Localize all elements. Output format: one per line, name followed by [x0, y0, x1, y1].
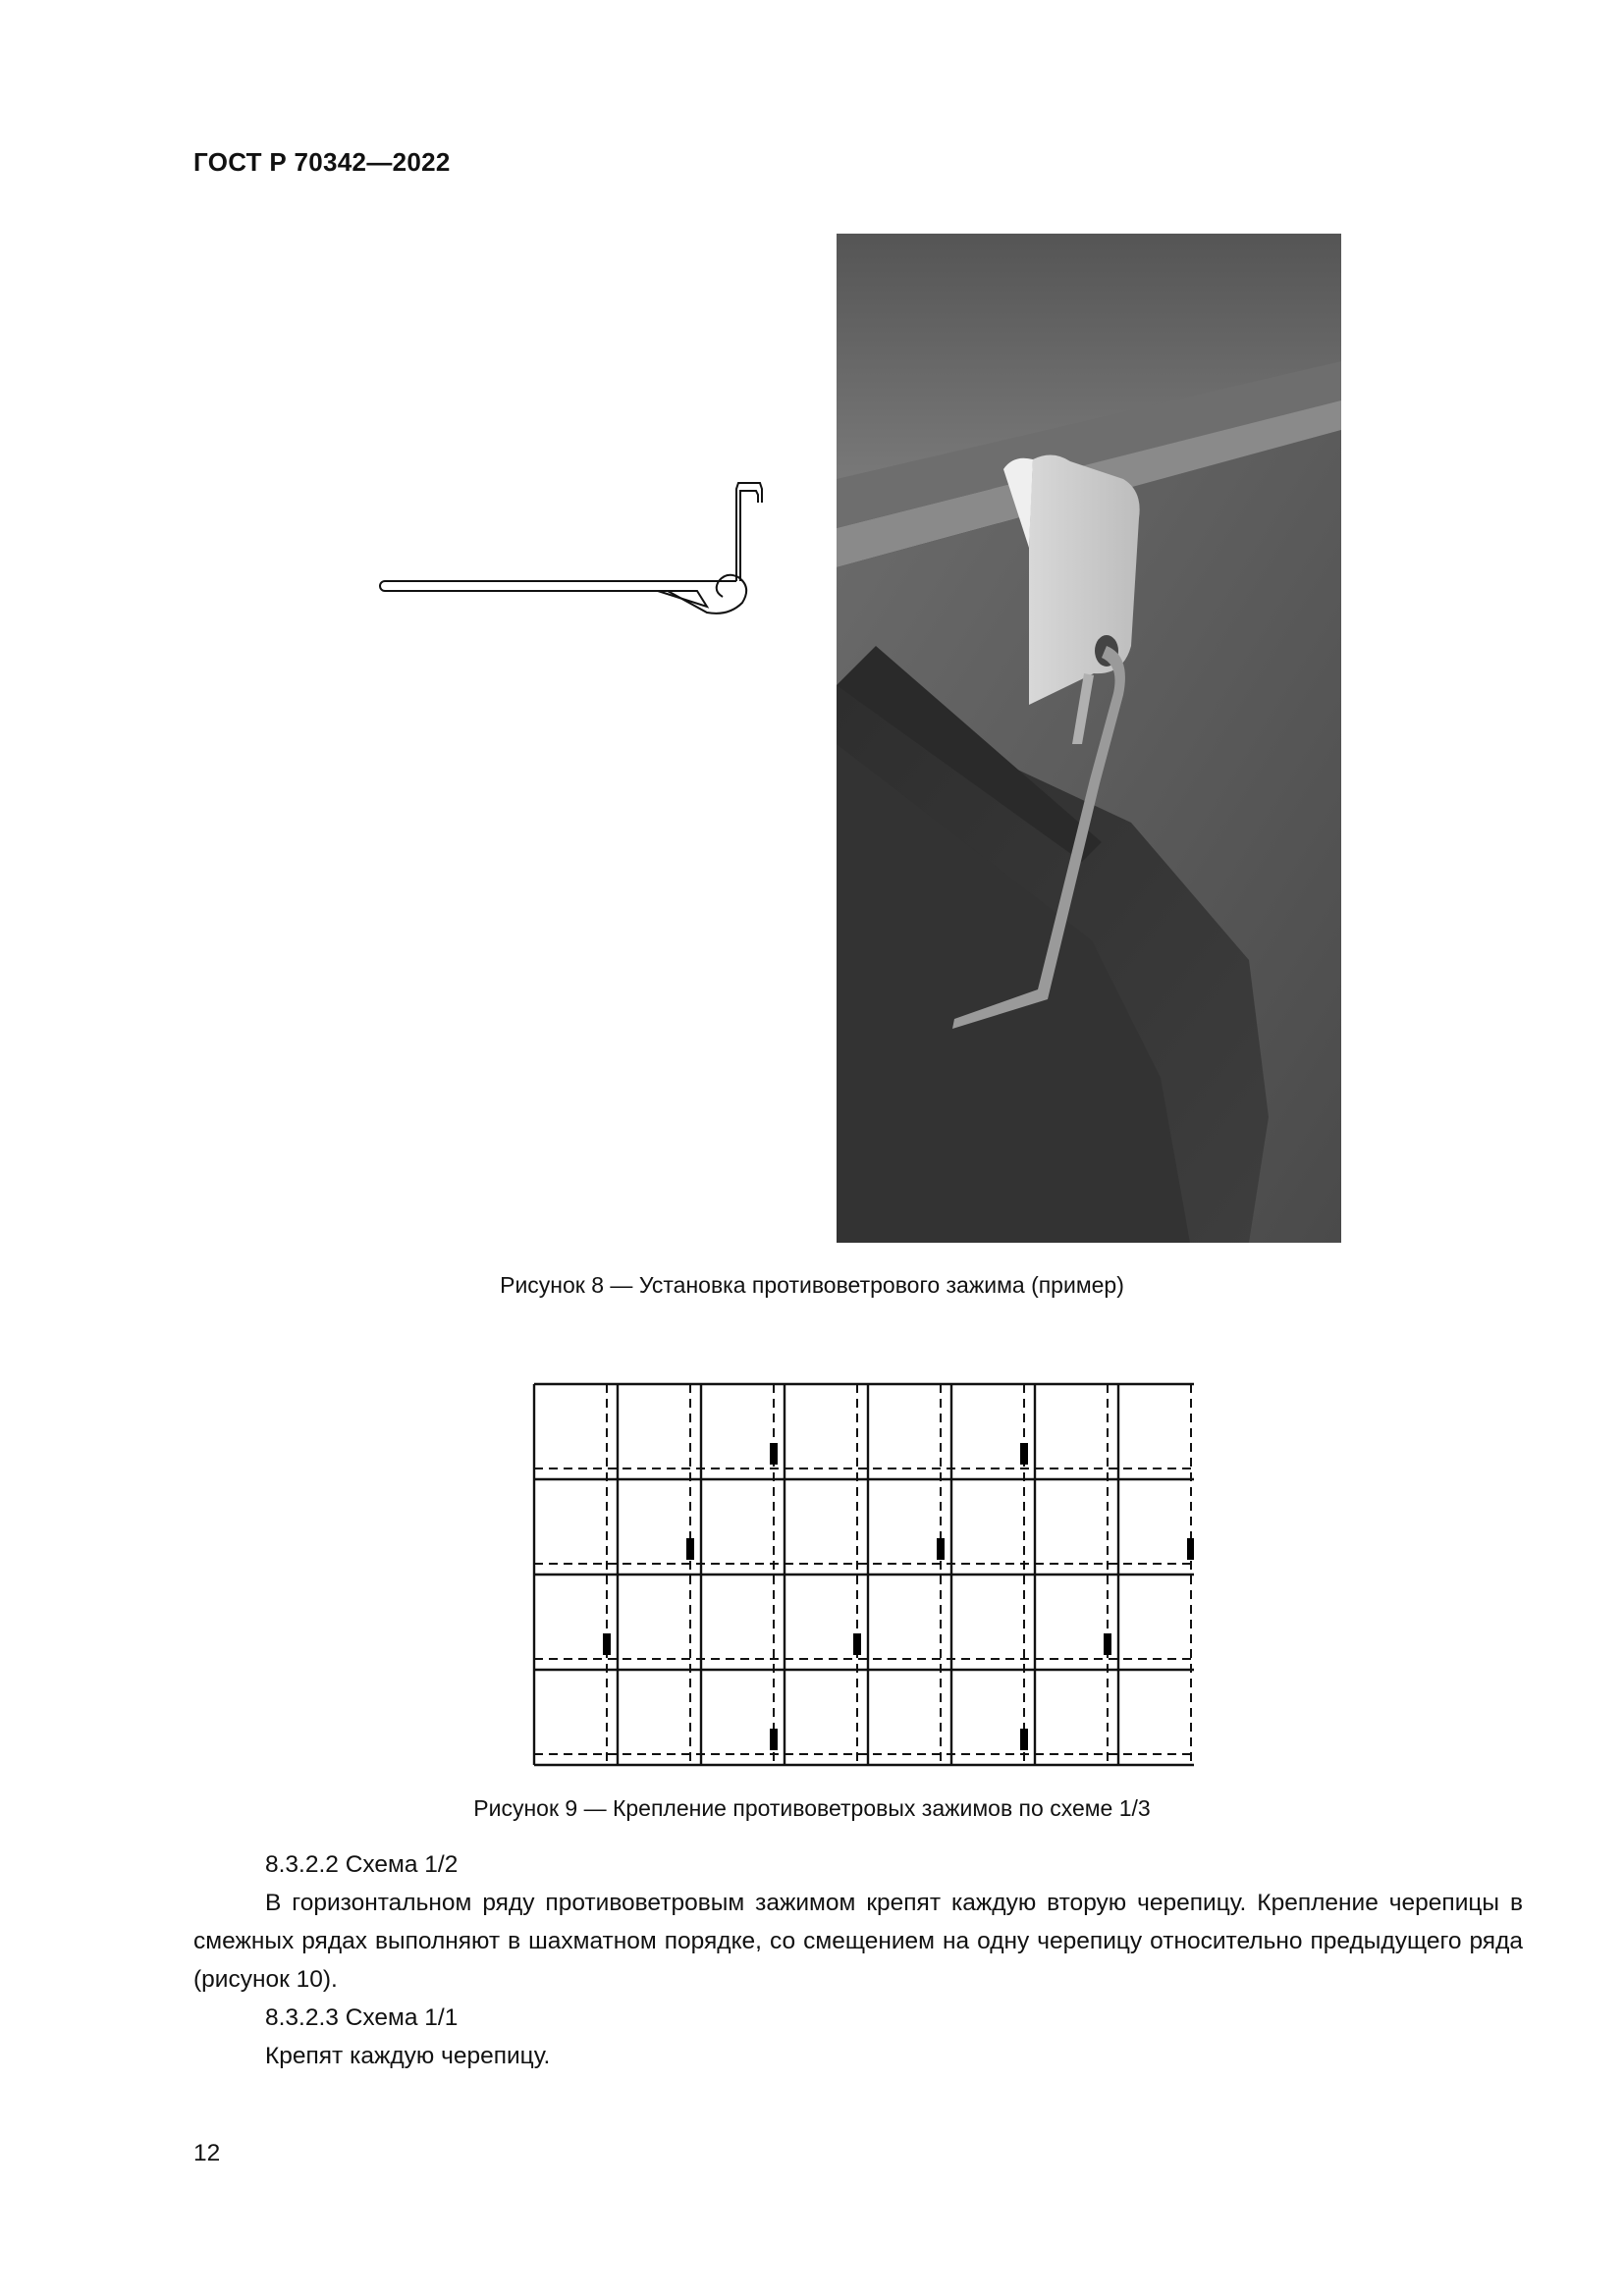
page-number: 12	[193, 2140, 221, 2166]
document-header: ГОСТ Р 70342—2022	[193, 147, 451, 177]
clip-marks	[603, 1443, 1194, 1750]
figure-9-caption: Рисунок 9 — Крепление противоветровых зажимов по схеме 1/3	[473, 1795, 1151, 1821]
section-heading-8-3-2-2: 8.3.2.2 Схема 1/2	[265, 1851, 459, 1878]
grid-lines	[534, 1384, 1194, 1765]
paragraph-scheme-1-2: В горизонтальном ряду противоветровым зажимом крепят каждую вторую черепицу. Крепление черепицы в смежных рядах выполняют в шахматном порядке, со смещением на одну черепицу относительно предыдущего ряда (рисунок 10).	[193, 1890, 1523, 1993]
clip-hook	[736, 483, 762, 581]
clip-mark	[1020, 1729, 1028, 1750]
clip-mark	[937, 1538, 945, 1560]
figure-8-caption: Рисунок 8 — Установка противоветрового зажима (пример)	[500, 1272, 1124, 1298]
clip-mark	[1020, 1443, 1028, 1465]
clip-mark	[1104, 1633, 1111, 1655]
clip-mark	[1187, 1538, 1194, 1560]
paragraph-scheme-1-1: Крепят каждую черепицу.	[265, 2043, 551, 2069]
clip-mark	[770, 1443, 778, 1465]
clip-mark	[686, 1538, 694, 1560]
clip-mark	[603, 1633, 611, 1655]
body-text	[193, 1845, 1523, 2075]
wind-clip-drawing	[373, 469, 785, 646]
fastening-scheme-grid	[526, 1374, 1194, 1769]
clip-mark	[853, 1633, 861, 1655]
section-heading-8-3-2-3: 8.3.2.3 Схема 1/1	[265, 2004, 459, 2031]
clip-shaft	[380, 581, 736, 591]
clip-mark	[770, 1729, 778, 1750]
clip-wedge	[658, 591, 707, 607]
clip-installation-photo	[837, 234, 1341, 1243]
